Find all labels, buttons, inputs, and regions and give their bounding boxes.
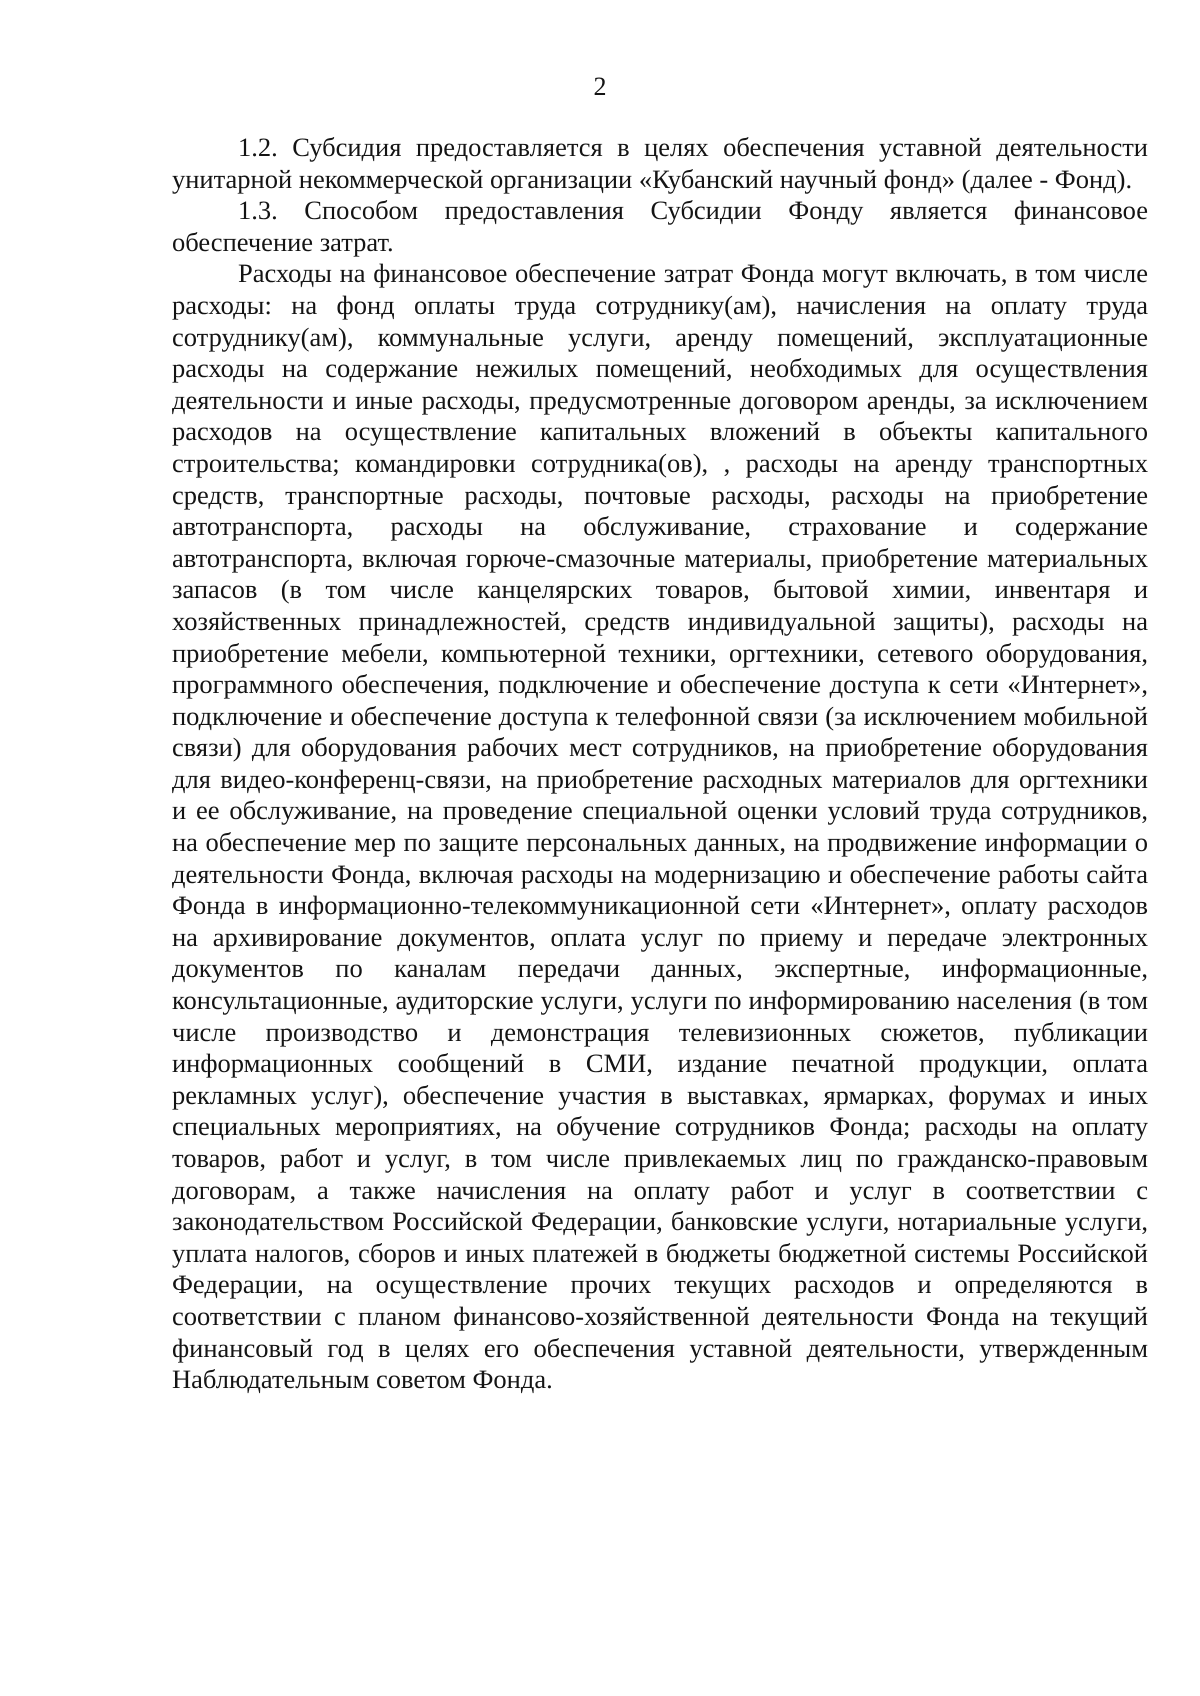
document-body bbox=[172, 132, 1148, 1396]
page-number: 2 bbox=[593, 72, 607, 101]
paragraph-1-2-subsidy-purpose: 1.2. Субсидия предоставляется в целях обеспечения уставной деятельности унитарной некоммерческой организации «Кубанский научный фонд» (далее - Фонд). bbox=[172, 132, 1148, 194]
paragraph-expenses-list: Расходы на финансовое обеспечение затрат Фонда могут включать, в том числе расходы: на фонд оплаты труда сотруднику(ам), начисления на оплату труда сотруднику(ам), коммунальные услуги, аренду помещений, эксплуатационные расходы на содержание нежилых помещений, необходимых для осуществления деятельности и иные расходы, предусмотренные договором аренды, за исключением расходов на осуществление капитальных вложений в объекты капитального строительства; командировки сотрудника(ов), , расходы на аренду транспортных средств, транспортные расходы, почтовые расходы, расходы на приобретение автотранспорта, расходы на обслуживание, страхование и содержание автотранспорта, включая горюче-смазочные материалы, приобретение материальных запасов (в том числе канцелярских товаров, бытовой химии, инвентаря и хозяйственных принадлежностей, средств индивидуальной защиты), расходы на приобретение мебели, компьютерной техники, оргтехники, сетевого оборудования, программного обеспечения, подключение и обеспечение доступа к сети «Интернет», подключение и обеспечение доступа к телефонной связи (за исключением мобильной связи) для оборудования рабочих мест сотрудников, на приобретение оборудования для видео-конференц-связи, на приобретение расходных материалов для оргтехники и ее обслуживание, на проведение специальной оценки условий труда сотрудников, на обеспечение мер по защите персональных данных, на продвижение информации о деятельности Фонда, включая расходы на модернизацию и обеспечение работы сайта Фонда в информационно-телекоммуникационной сети «Интернет», оплату расходов на архивирование документов, оплата услуг по приему и передаче электронных документов по каналам передачи данных, экспертные, информационные, консультационные, аудиторские услуги, услуги по информированию населения (в том числе производство и демонстрация телевизионных сюжетов, публикации информационных сообщений в СМИ, издание печатной продукции, оплата рекламных услуг), обеспечение участия в выставках, ярмарках, форумах и иных специальных мероприятиях, на обучение сотрудников Фонда; расходы на оплату товаров, работ и услуг, в том числе привлекаемых лиц по гражданско-правовым договорам, а также начисления на оплату работ и услуг в соответствии с законодательством Российской Федерации, банковские услуги, нотариальные услуги, уплата налогов, сборов и иных платежей в бюджеты бюджетной системы Российской Федерации, на осуществление прочих текущих расходов и определяются в соответствии с планом финансово-хозяйственной деятельности Фонда на текущий финансовый год в целях его обеспечения уставной деятельности, утвержденным Наблюдательным советом Фонда. bbox=[172, 258, 1148, 1395]
paragraph-1-3-subsidy-method: 1.3. Способом предоставления Субсидии Фонду является финансовое обеспечение затрат. bbox=[172, 195, 1148, 257]
